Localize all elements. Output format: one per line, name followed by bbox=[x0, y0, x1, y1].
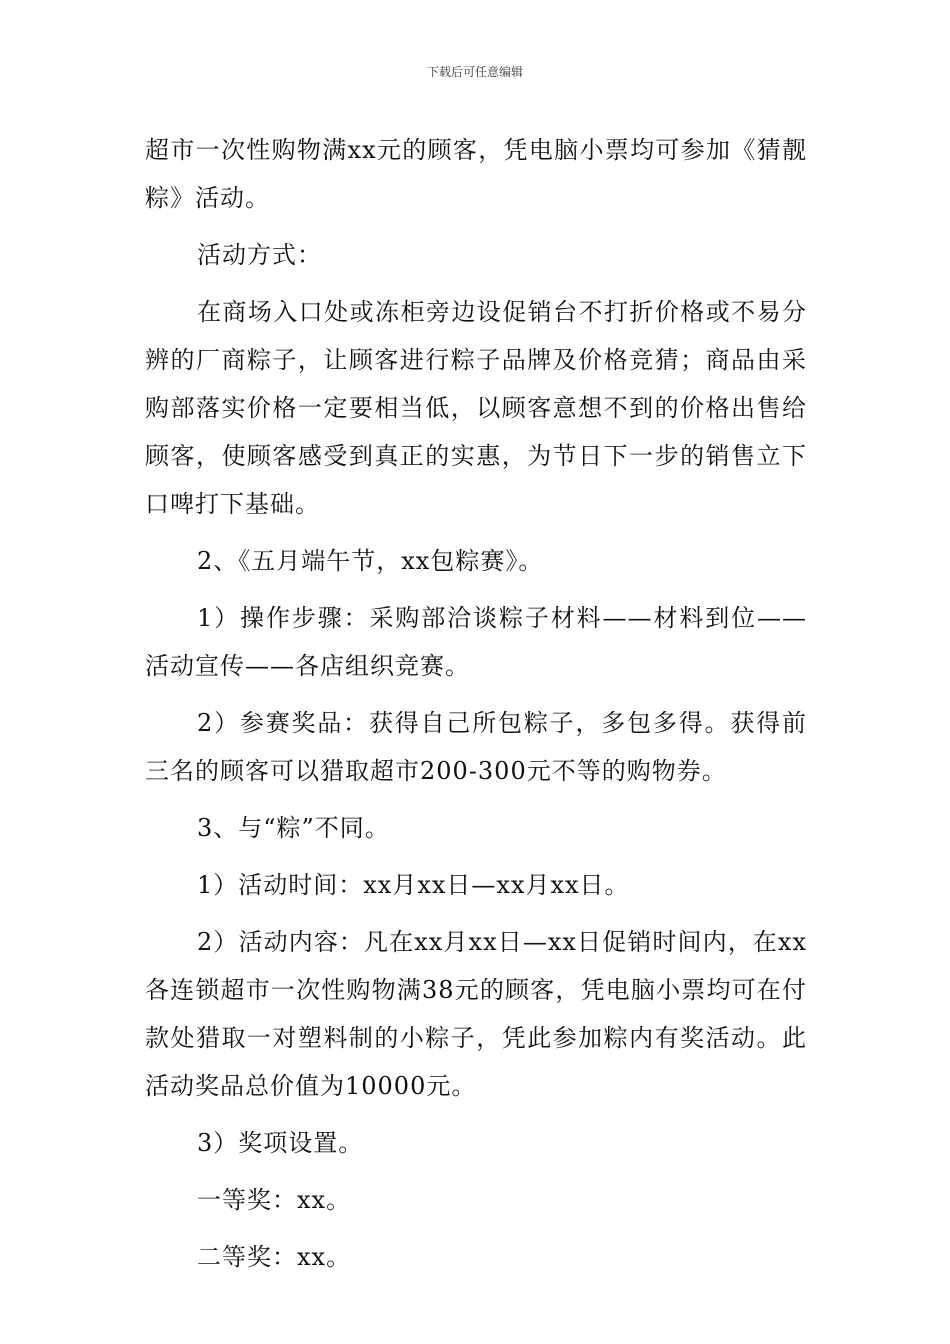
paragraph-1: 超市一次性购物满xx元的顾客，凭电脑小票均可参加《猜靓粽》活动。 bbox=[145, 136, 807, 212]
paragraph-8: 1）活动时间：xx月xx日—xx月xx日。 bbox=[197, 871, 630, 899]
paragraph-5: 1）操作步骤：采购部洽谈粽子材料——材料到位——活动宣传——各店组织竞赛。 bbox=[145, 604, 807, 680]
paragraph-7: 3、与“粽”不同。 bbox=[197, 814, 390, 842]
paragraph-4: 2、《五月端午节，xx包粽赛》。 bbox=[197, 547, 544, 575]
paragraph-6: 2）参赛奖品：获得自己所包粽子，多包多得。获得前三名的顾客可以猎取超市200-300元不等的购物券。 bbox=[145, 709, 807, 785]
paragraph-2: 活动方式： bbox=[197, 241, 322, 269]
paragraph-12: 二等奖：xx。 bbox=[197, 1243, 352, 1271]
paragraph-10: 3）奖项设置。 bbox=[197, 1129, 364, 1157]
document-body bbox=[145, 126, 807, 1290]
paragraph-9: 2）活动内容：凡在xx月xx日—xx日促销时间内，在xx各连锁超市一次性购物满38元的顾客，凭电脑小票均可在付款处猎取一对塑料制的小粽子，凭此参加粽内有奖活动。此活动奖品总价值为10000元。 bbox=[145, 928, 807, 1100]
paragraph-11: 一等奖：xx。 bbox=[197, 1186, 352, 1214]
page-header: 下载后可任意编辑 bbox=[426, 65, 523, 79]
paragraph-3: 在商场入口处或冻柜旁边设促销台不打折价格或不易分辨的厂商粽子，让顾客进行粽子品牌及价格竞猜；商品由采购部落实价格一定要相当低，以顾客意想不到的价格出售给顾客，使顾客感受到真正的实惠，为节日下一步的销售立下口啤打下基础。 bbox=[145, 298, 807, 518]
